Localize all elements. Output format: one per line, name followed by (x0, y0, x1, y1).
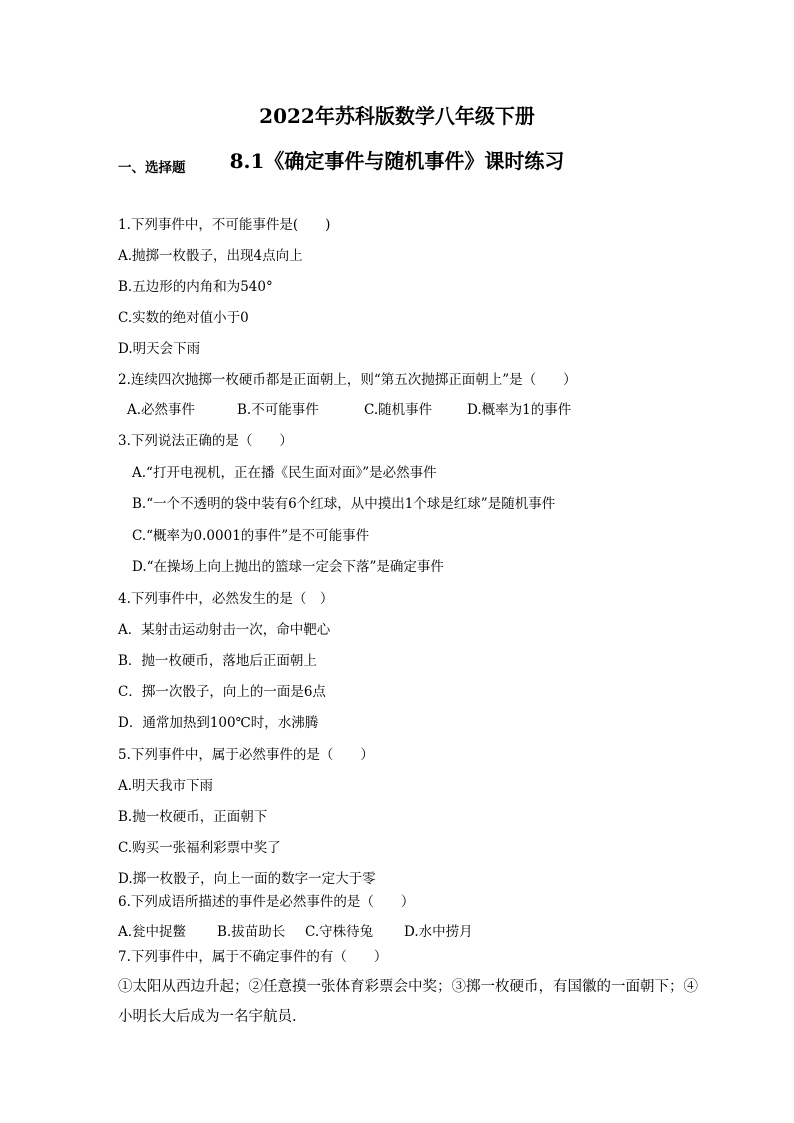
question-4-option-a: A．某射击运动射击一次，命中靶心 (118, 622, 331, 638)
question-2-option-d: D.概率为1的事件 (467, 402, 572, 418)
question-6-option-a: A.瓮中捉鳖 (118, 924, 187, 940)
question-2-option-a: A.必然事件 (127, 402, 196, 418)
question-3-stem: 3.下列说法正确的是（ ） (118, 433, 293, 449)
question-1-option-a: A.抛掷一枚骰子，出现4点向上 (118, 248, 303, 264)
question-6-option-b: B.拔苗助长 (217, 924, 286, 940)
question-3-option-a: A.“打开电视机，正在播《民生面对面》”是必然事件 (132, 465, 437, 481)
document-title: 2022年苏科版数学八年级下册 (259, 104, 535, 128)
question-6-stem: 6.下列成语所描述的事件是必然事件的是（ ） (118, 894, 415, 910)
question-1-option-c: C.实数的绝对值小于0 (118, 310, 249, 326)
question-5-option-a: A.明天我市下雨 (118, 778, 214, 794)
question-6-option-d: D.水中捞月 (404, 924, 473, 940)
question-3-option-c: C.“概率为0.0001的事件”是不可能事件 (132, 528, 370, 544)
question-3-option-b: B.“一个不透明的袋中装有6个红球，从中摸出1个球是红球”是随机事件 (132, 496, 556, 512)
question-4-option-b: B．抛一枚硬币，落地后正面朝上 (118, 653, 317, 669)
question-4-option-c: C．掷一次骰子，向上的一面是6点 (118, 684, 326, 700)
question-5-option-d: D.掷一枚骰子，向上一面的数字一定大于零 (118, 871, 376, 887)
question-2-option-c: C.随机事件 (364, 402, 433, 418)
question-3-option-d: D.“在操场上向上抛出的篮球一定会下落”是确定事件 (132, 559, 444, 575)
question-5-option-b: B.抛一枚硬币，正面朝下 (118, 809, 268, 825)
question-1-stem: 1.下列事件中，不可能事件是( ) (118, 217, 331, 233)
question-4-stem: 4.下列事件中，必然发生的是（ ） (118, 591, 334, 607)
question-1-option-d: D.明天会下雨 (118, 341, 201, 357)
question-2-option-b: B.不可能事件 (237, 402, 319, 418)
question-6-option-c: C.守株待兔 (305, 924, 374, 940)
question-4-option-d: D．通常加热到100℃时，水沸腾 (118, 715, 319, 731)
document-subtitle: 8.1《确定事件与随机事件》课时练习 (229, 149, 565, 173)
question-7-body-line-2: 小明长大后成为一名宇航员. (118, 1009, 297, 1025)
section-heading: 一、选择题 (118, 160, 186, 176)
question-5-option-c: C.购买一张福利彩票中奖了 (118, 840, 281, 856)
question-2-stem: 2.连续四次抛掷一枚硬币都是正面朝上，则“第五次抛掷正面朝上”是（ ） (118, 372, 577, 388)
question-5-stem: 5.下列事件中，属于必然事件的是（ ） (118, 747, 374, 763)
question-7-stem: 7.下列事件中，属于不确定事件的有（ ） (118, 949, 388, 965)
question-1-option-b: B.五边形的内角和为540° (118, 279, 273, 295)
question-7-body-line-1: ①太阳从西边升起；②任意摸一张体育彩票会中奖；③掷一枚硬币，有国徽的一面朝下；④ (118, 979, 698, 995)
